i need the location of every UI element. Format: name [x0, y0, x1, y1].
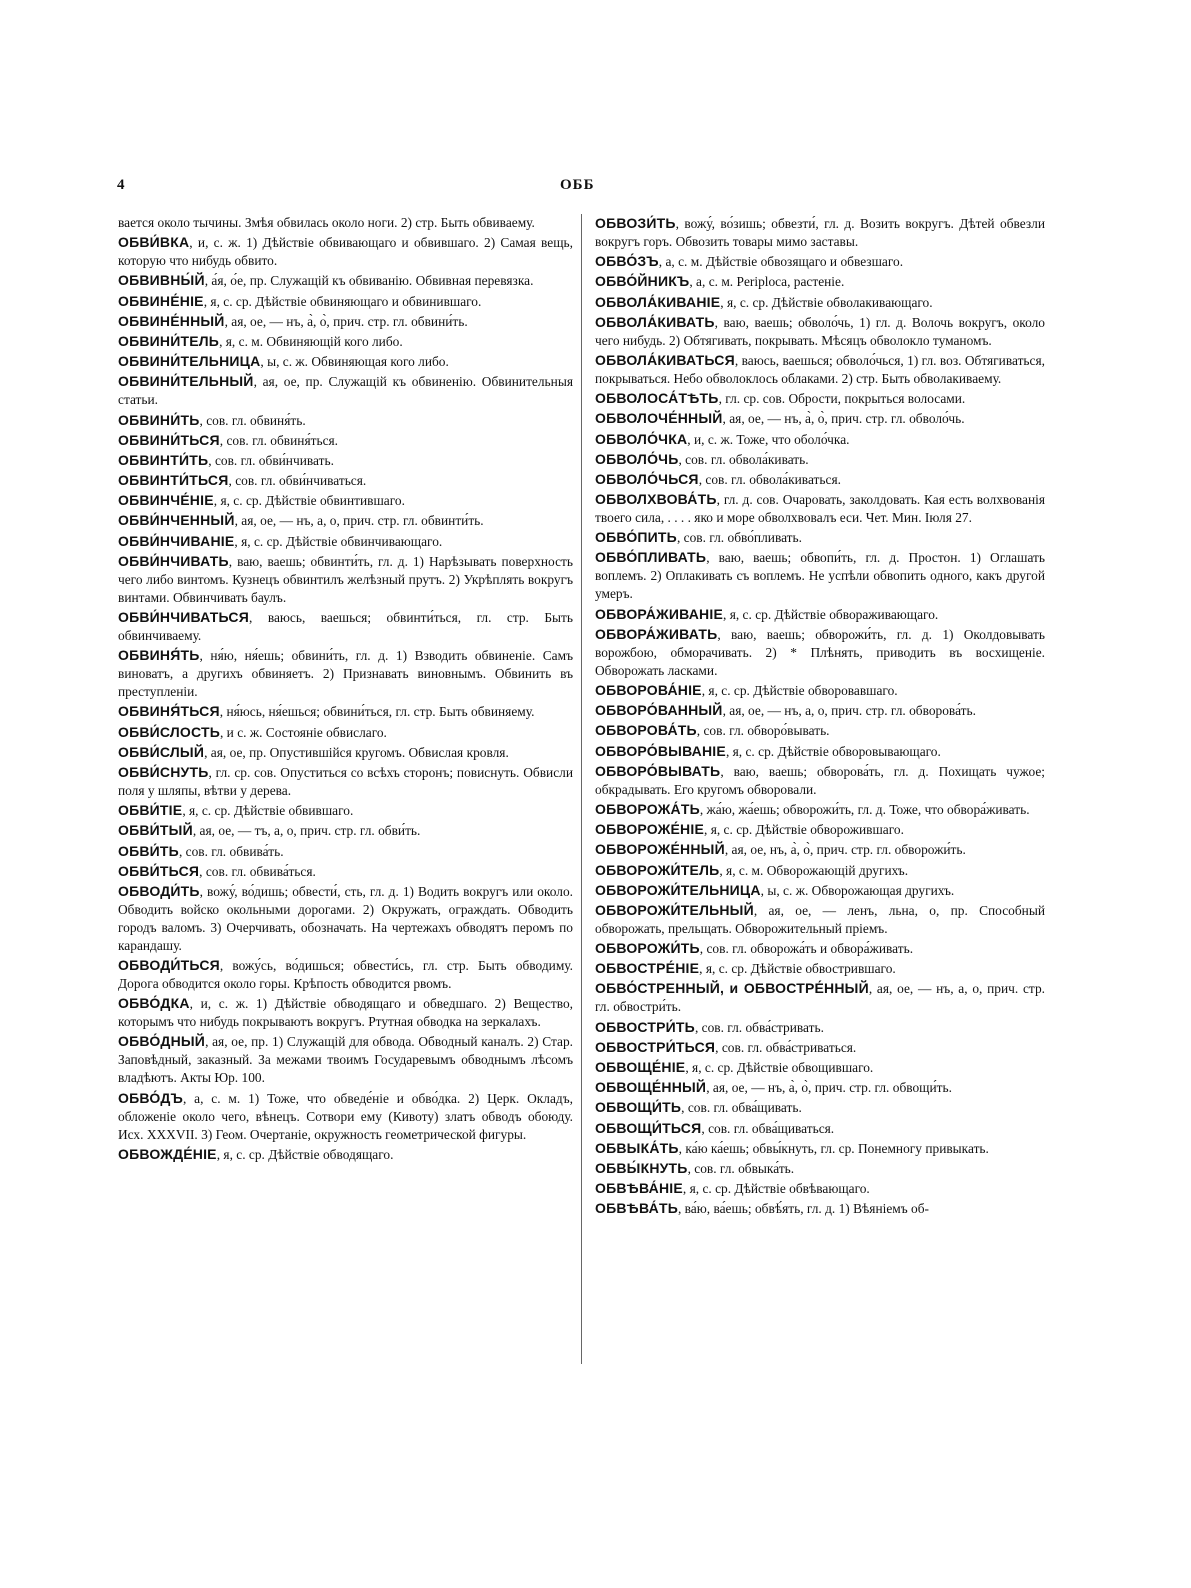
- entry-definition: , гл. д. сов. Очаровать, заколдовать. Кая есть волхвованія твоего сила, . . . . яко и море обволхвовалъ еси. Чет. Мин. Іюля 27.: [595, 492, 1045, 526]
- right-column: [595, 214, 1045, 1220]
- dictionary-entry: [595, 1119, 1045, 1138]
- entry-definition: , гл. ср. сов. Обрости, покрыться волосами.: [718, 391, 966, 407]
- entry-headword: ОБВОЛОСА́ТѢТЬ: [595, 390, 719, 407]
- entry-definition: , я, с. ср. Дѣйствіе обворожившаго.: [704, 822, 904, 838]
- entry-definition: , ая, ое, — нъ, а, о, прич. стр. гл. обвостри́ть.: [595, 981, 1045, 1015]
- entry-headword: ОБВОРОЖИ́ТЕЛЬ: [595, 861, 720, 878]
- entry-definition: , ая, ое, пр. Служащій къ обвиненію. Обвинительныя статьи.: [118, 374, 573, 408]
- entry-headword: ОБВИНИ́ТЕЛЬ: [118, 332, 220, 349]
- dictionary-entry: [595, 1199, 1045, 1218]
- entry-definition: , ня́юсь, ня́ешься; обвини́ться, гл. стр. Быть обвиняему.: [219, 704, 535, 720]
- entry-headword: ОБВОРОВА́НІЕ: [595, 682, 702, 698]
- entry-definition: , я, с. ср. Дѣйствіе обвострившаго.: [699, 961, 896, 977]
- left-column: [118, 214, 573, 1165]
- dictionary-entry: [595, 625, 1045, 680]
- entry-definition: , сов. гл. обва́щивать.: [681, 1100, 802, 1116]
- entry-headword: ОБВИ́СЛЫЙ: [118, 743, 205, 760]
- entry-headword: ОБВИ́НЧИВАТЬСЯ: [118, 609, 249, 625]
- page-number: 4: [117, 177, 125, 193]
- column-divider: [581, 214, 582, 1364]
- dictionary-entry: [595, 681, 1045, 700]
- dictionary-entry: [595, 470, 1045, 489]
- entry-headword: ОБВИ́НЧИВАНІЕ: [118, 532, 235, 549]
- dictionary-entry: [595, 1159, 1045, 1178]
- entry-definition: , ая, ое, — ленъ, льна, о, пр. Способный обворожать, прельщать. Обворожительный пріемъ.: [595, 902, 1045, 936]
- dictionary-entry: [595, 351, 1045, 388]
- dictionary-entry: [118, 511, 573, 530]
- dictionary-entry: [595, 800, 1045, 819]
- dictionary-entry: [118, 271, 573, 290]
- entry-headword: ОБВО́ЗЪ: [595, 253, 659, 270]
- dictionary-entry: [118, 312, 573, 331]
- entry-headword: ОБВИ́НЧЕННЫЙ: [118, 512, 235, 529]
- dictionary-entry: [595, 389, 1045, 408]
- entry-definition: , я, с. ср. Дѣйствіе обвощившаго.: [685, 1060, 874, 1075]
- entry-definition: , вожу́, во́дишь; обвести́, сть, гл. д. 1) Водить вокругъ или около. Обводить войско окольными дорогами. 2) Окружать, ограждать. Обводить городъ валомъ. 3) Очерчивать, обозначать. На чертежахъ обводятъ перомъ по карандашу.: [118, 883, 573, 953]
- entry-definition: , ня́ю, ня́ешь; обвини́ть, гл. д. 1) Взводить обвиненіе. Самъ виноватъ, а другихъ обвиняетъ. 2) Признавать виновнымъ. Обвинить въ преступленіи.: [118, 648, 573, 700]
- entry-headword: ОБВОЛХВОВА́ТЬ: [595, 491, 717, 508]
- entry-headword: ОБВИ́ТІЕ: [118, 802, 183, 819]
- dictionary-entry: [595, 840, 1045, 859]
- dictionary-entry: [595, 939, 1045, 958]
- entry-definition: , ка́ю ка́ешь; обвы́кнуть, гл. ср. Понемногу привыкать.: [678, 1140, 989, 1156]
- dictionary-entry: [118, 882, 573, 955]
- entry-headword: ОБВОРО́ВЫВАТЬ: [595, 762, 721, 779]
- entry-definition: , я, с. ср. Дѣйствіе обволакивающаго.: [720, 294, 933, 310]
- dictionary-entry: [118, 763, 573, 800]
- dictionary-entry: [595, 901, 1045, 938]
- entry-definition: , а, с. м. Дѣйствіе обвозящаго и обвезшаго.: [658, 254, 904, 270]
- dictionary-entry: [118, 801, 573, 820]
- dictionary-entry: [595, 313, 1045, 350]
- dictionary-entry: [595, 820, 1045, 839]
- dictionary-entry: [595, 450, 1045, 469]
- entry-definition: , ы, с. ж. Обворожающая другихъ.: [760, 882, 955, 898]
- entry-headword: ОБВОЩЕ́ННЫЙ: [595, 1079, 707, 1096]
- dictionary-entry: [118, 491, 573, 510]
- dictionary-entry: [118, 862, 573, 881]
- entry-headword: ОБВОЛА́КИВАТЬ: [595, 313, 715, 330]
- dictionary-entry: [118, 821, 573, 840]
- entry-headword: ОБВОРОЖИ́ТЕЛЬНИЦА: [595, 881, 761, 898]
- entry-definition: , я, с. ср. Дѣйствіе обвиняющаго и обвинившаго.: [203, 293, 482, 309]
- entry-definition: , сов. гл. обва́стривать.: [694, 1019, 824, 1035]
- entry-headword: ОБВИНЕ́ННЫЙ: [118, 312, 225, 329]
- entry-definition: вается около тычины. Змѣя обвилась около ноги. 2) стр. Быть обвиваему.: [118, 215, 535, 230]
- dictionary-entry: [118, 608, 573, 645]
- dictionary-entry: [118, 723, 573, 742]
- dictionary-entry: [595, 490, 1045, 527]
- dictionary-entry: [118, 646, 573, 701]
- entry-definition: , ваю, ваешь; обвинти́ть, гл. д. 1) Нарѣзывать поверхность чего либо винтомъ. Кузнецъ обвинтилъ желѣзный прутъ. 2) Укрѣплять вокругъ винтами. Обвинчивать баулъ.: [118, 553, 573, 605]
- entry-definition: , я, с. м. Обвиняющій кого либо.: [219, 333, 403, 349]
- entry-headword: ОБВИНИ́ТЕЛЬНЫЙ: [118, 373, 254, 390]
- dictionary-entry: [595, 1139, 1045, 1158]
- entry-headword: ОБВИ́СЛОСТЬ: [118, 723, 220, 740]
- entry-definition: , а́я, о́е, пр. Служащій къ обвиванію. Обвивная перевязка.: [204, 273, 534, 289]
- entry-headword: ОБВОРОЖА́ТЬ: [595, 800, 700, 817]
- entry-headword: ОБВОСТРИ́ТЬСЯ: [595, 1038, 716, 1055]
- entry-definition: , ы, с. ж. Обвиняющая кого либо.: [260, 354, 449, 370]
- entry-headword: ОБВО́ПЛИВАТЬ: [595, 549, 707, 566]
- entry-definition: , ва́ю, ва́ешь; обвѣ́ять, гл. д. 1) Вѣяніемъ об-: [677, 1201, 929, 1217]
- entry-headword: ОБВОСТРЕ́НІЕ: [595, 960, 700, 977]
- entry-definition: , я, с. м. Обворожающій другихъ.: [719, 862, 909, 878]
- entry-definition: , ая, ое, — нъ, а, о, прич. стр. гл. обворова́ть.: [722, 703, 976, 719]
- entry-definition: , я, с. ср. Дѣйствіе обвѣвающаго.: [682, 1181, 870, 1197]
- dictionary-entry: [595, 742, 1045, 761]
- running-head: ОББ: [560, 177, 595, 193]
- entry-definition: , вожу́сь, во́дишься; обвести́сь, гл. стр. Быть обводиму. Дорога обводится около горы. Крѣпость обводится рвомъ.: [118, 958, 573, 992]
- entry-definition: , сов. гл. обвива́ться.: [199, 863, 316, 879]
- dictionary-entry: [595, 528, 1045, 547]
- entry-definition: , гл. ср. сов. Опуститься со всѣхъ сторонъ; повиснуть. Обвисли поля у шляпы, вѣтви у дерева.: [118, 764, 573, 798]
- dictionary-entry: [118, 292, 573, 311]
- entry-definition: , я, с. ср. Дѣйствіе обворовывающаго.: [725, 743, 941, 759]
- entry-headword: ОБВОДИ́ТЬСЯ: [118, 957, 220, 974]
- entry-headword: ОБВОЩЕ́НІЕ: [595, 1059, 686, 1075]
- dictionary-entry: [595, 293, 1045, 312]
- entry-definition: , и, с. ж. 1) Дѣйствіе обвивающаго и обвившаго. 2) Самая вещь, которую что нибудь обвито.: [118, 235, 573, 269]
- entry-headword: ОБВИВНЫ́Й: [118, 272, 205, 289]
- entry-headword: ОБВОЛА́КИВАТЬСЯ: [595, 351, 735, 368]
- entry-definition: , я, с. ср. Дѣйствіе обвинтившаго.: [213, 493, 405, 509]
- entry-headword: ОБВОЛО́ЧЬСЯ: [595, 470, 699, 487]
- entry-headword: ОБВОЛОЧЕ́ННЫЙ: [595, 410, 723, 427]
- entry-definition: , ая, ое, нъ, а̀, о̀, прич. стр. гл. обворожи́ть.: [724, 842, 966, 858]
- entry-headword: ОБВОРА́ЖИВАТЬ: [595, 625, 718, 642]
- entry-headword: ОБВИНЯ́ТЬСЯ: [118, 703, 220, 720]
- dictionary-entry: [595, 252, 1045, 271]
- entry-definition: , ая, ое, пр. 1) Служащій для обвода. Обводный каналъ. 2) Стар. Заповѣдный, заказный. За межами твоимъ Государевымъ обводнымъ лѣсомъ владѣютъ. Акты Юр. 100.: [118, 1034, 573, 1086]
- dictionary-entry: [118, 552, 573, 607]
- dictionary-entry: [595, 861, 1045, 880]
- entry-headword: ОБВИНЯ́ТЬ: [118, 647, 200, 664]
- entry-headword: ОБВОРО́ВЫВАНІЕ: [595, 742, 726, 759]
- entry-definition: , я, с. ср. Дѣйствіе обводящаго.: [216, 1146, 394, 1162]
- entry-definition: , ая, ое, — нъ, а̀, о̀, прич. стр. гл. обволо́чь.: [722, 411, 965, 427]
- entry-definition: , я, с. ср. Дѣйствіе обворовавшаго.: [701, 683, 898, 698]
- dictionary-entry: [595, 1098, 1045, 1117]
- dictionary-entry: [595, 881, 1045, 900]
- dictionary-entry: [118, 842, 573, 861]
- dictionary-entry: [595, 1179, 1045, 1198]
- dictionary-entry: [595, 721, 1045, 740]
- entry-definition: , я, с. ср. Дѣйствіе обвораживающаго.: [723, 606, 939, 622]
- entry-definition: , сов. гл. обвола́кивать.: [678, 451, 809, 467]
- entry-headword: ОБВОРОЖЕ́НІЕ: [595, 821, 704, 838]
- dictionary-entry: [118, 743, 573, 762]
- dictionary-entry: [118, 431, 573, 450]
- dictionary-entry: [595, 979, 1045, 1016]
- entry-definition: , ваю, ваешь; обволо́чь, 1) гл. д. Волочь вокругъ, около чего нибудь. 2) Обтягивать, покрывать. Мѣсяцъ обволокло туманомъ.: [595, 314, 1045, 348]
- entry-headword: ОБВОЛА́КИВАНІЕ: [595, 293, 721, 310]
- entry-headword: ОБВИ́ТЬСЯ: [118, 862, 200, 879]
- entry-definition: , сов. гл. обви́нчиваться.: [228, 473, 367, 489]
- entry-headword: ОБВѢВА́ТЬ: [595, 1200, 678, 1217]
- entry-definition: , сов. гл. обви́нчивать.: [208, 452, 334, 468]
- entry-definition: , я, с. ср. Дѣйствіе обвинчивающаго.: [234, 533, 443, 549]
- entry-headword: ОБВОРА́ЖИВАНІЕ: [595, 605, 723, 622]
- entry-headword: ОБВЫКА́ТЬ: [595, 1139, 679, 1156]
- entry-headword: ОБВО́ДКА: [118, 995, 190, 1012]
- entry-headword: ОБВО́ЙНИКЪ: [595, 273, 690, 290]
- entry-headword: ОБВОЖДЕ́НІЕ: [118, 1145, 217, 1162]
- entry-definition: , ваю, ваешь; обворова́ть, гл. д. Похищать чужое; обкрадывать. Его кругомъ обворовали.: [595, 763, 1045, 797]
- dictionary-entry: [118, 332, 573, 351]
- entry-definition: , ваю, ваешь; обвопи́ть, гл. д. Простон. 1) Оглашать воплемъ. 2) Оплакивать съ воплемъ. Не успѣли обвопить одного, какъ другой умеръ.: [595, 550, 1045, 602]
- dictionary-entry: [595, 1078, 1045, 1097]
- dictionary-entry: [595, 1038, 1045, 1057]
- entry-definition: , сов. гл. обвива́ть.: [178, 843, 284, 859]
- dictionary-entry: [118, 372, 573, 409]
- dictionary-entry: [118, 411, 573, 430]
- entry-definition: , сов. гл. обвола́киваться.: [698, 471, 841, 487]
- dictionary-entry: [595, 959, 1045, 978]
- dictionary-entry: [118, 451, 573, 470]
- entry-definition: , ая, ое, — нъ, а, о, прич. стр. гл. обвинти́ть.: [234, 513, 484, 529]
- entry-definition: , сов. гл. обвиня́ться.: [219, 432, 339, 448]
- entry-headword: ОБВО́ДЪ: [118, 1089, 183, 1106]
- entry-definition: , ваюсь, ваешься; обволо́чься, 1) гл. воз. Обтягиваться, покрываться. Небо обволоклось облаками. 2) стр. Быть обволакиваему.: [595, 352, 1045, 386]
- dictionary-entry: [118, 1032, 573, 1087]
- dictionary-entry: [595, 605, 1045, 624]
- entry-definition: , ваю, ваешь; обворожи́ть, гл. д. 1) Околдовывать ворожбою, обморачивать. 2) * Плѣнять, приводить въ восхищеніе. Обворожать ласками.: [595, 626, 1045, 678]
- dictionary-entry: [595, 1018, 1045, 1037]
- entry-headword: ОБВИНИ́ТЬСЯ: [118, 431, 220, 448]
- dictionary-entry: [595, 1058, 1045, 1077]
- dictionary-entry: [595, 762, 1045, 799]
- entry-headword: ОБВИНТИ́ТЬСЯ: [118, 472, 229, 489]
- entry-headword: ОБВИ́ВКА: [118, 234, 190, 251]
- dictionary-entry: [595, 548, 1045, 603]
- entry-definition: , вожу́, во́зишь; обвезти́, гл. д. Возить вокругъ. Дѣтей обвезли вокругъ горъ. Обвозить товары мимо заставы.: [595, 216, 1045, 249]
- entry-definition: , сов. гл. обва́стриваться.: [715, 1039, 857, 1055]
- dictionary-entry: [118, 352, 573, 371]
- entry-headword: ОБВИ́НЧИВАТЬ: [118, 552, 229, 569]
- dictionary-entry: [595, 701, 1045, 720]
- entry-definition: , я, с. ср. Дѣйствіе обвившаго.: [182, 803, 354, 819]
- entry-headword: ОБВИНЧЕ́НІЕ: [118, 492, 214, 509]
- entry-headword: ОБВО́ПИТЬ: [595, 529, 677, 546]
- entry-headword: ОБВОРОЖЕ́ННЫЙ: [595, 841, 725, 858]
- dictionary-entry: [118, 956, 573, 993]
- dictionary-entry: [118, 994, 573, 1031]
- entry-headword: ОБВѢВА́НІЕ: [595, 1180, 683, 1197]
- entry-definition: , ая, ое, — нъ, а̀, о̀, прич. стр. гл. обвощи́ть.: [706, 1080, 952, 1096]
- entry-definition: , сов. гл. обво́пливать.: [676, 530, 802, 546]
- entry-headword: ОБВИНЕ́НІЕ: [118, 292, 204, 309]
- entry-headword: ОБВОРОЖИ́ТЕЛЬНЫЙ: [595, 901, 754, 918]
- entry-definition: , и с. ж. Состояніе обвислаго.: [219, 724, 387, 740]
- entry-definition: , и, с. ж. Тоже, что оболо́чка.: [687, 431, 850, 447]
- entry-headword: ОБВИ́СНУТЬ: [118, 763, 209, 780]
- entry-definition: , а, с. м. Periploca, растеніе.: [689, 274, 845, 290]
- dictionary-entry: [595, 272, 1045, 291]
- entry-headword: ОБВОЗИ́ТЬ: [595, 215, 676, 231]
- entry-definition: , сов. гл. обвиня́ть.: [199, 412, 306, 428]
- entry-headword: ОБВОЛО́ЧЬ: [595, 450, 679, 467]
- entry-headword: ОБВОСТРИ́ТЬ: [595, 1018, 695, 1035]
- entry-headword: ОБВИНИ́ТЕЛЬНИЦА: [118, 353, 261, 370]
- entry-definition: , ваюсь, ваешься; обвинти́ться, гл. стр. Быть обвинчиваему.: [118, 610, 573, 643]
- dictionary-entry: [118, 214, 573, 232]
- entry-definition: , сов. гл. обвыка́ть.: [687, 1160, 795, 1176]
- entry-headword: ОБВОЛО́ЧКА: [595, 430, 688, 447]
- entry-headword: ОБВОРО́ВАННЫЙ: [595, 702, 723, 719]
- entry-headword: ОБВО́СТРЕННЫЙ, и ОБВОСТРЕ́ННЫЙ: [595, 980, 869, 997]
- dictionary-entry: [595, 409, 1045, 428]
- entry-definition: , ая, ое, — тъ, а, о, прич. стр. гл. обви́ть.: [192, 823, 421, 839]
- entry-definition: , сов. гл. обва́щиваться.: [701, 1120, 835, 1136]
- entry-headword: ОБВИ́ТЫЙ: [118, 822, 193, 839]
- entry-headword: ОБВОРОВА́ТЬ: [595, 722, 697, 739]
- entry-definition: , сов. гл. обворожа́ть и обвора́живать.: [699, 941, 914, 957]
- entry-headword: ОБВЫ́КНУТЬ: [595, 1159, 688, 1176]
- dictionary-entry: [595, 430, 1045, 449]
- entry-definition: , жа́ю, жа́ешь; обворожи́ть, гл. д. Тоже, что обвора́живать.: [699, 801, 1030, 817]
- dictionary-entry: [595, 214, 1045, 251]
- entry-definition: , а, с. м. 1) Тоже, что обведе́ніе и обво́дка. 2) Церк. Окладъ, обложеніе около чего, вѣнецъ. Сотвори ему (Кивоту) златъ обводъ обоюду. Исх. XXXVII. 3) Геом. Очертаніе, окружность геометрической фигуры.: [118, 1090, 573, 1142]
- dictionary-entry: [118, 1089, 573, 1144]
- dictionary-entry: [118, 471, 573, 490]
- entry-headword: ОБВИНИ́ТЬ: [118, 411, 200, 428]
- entry-headword: ОБВОДИ́ТЬ: [118, 882, 200, 899]
- entry-definition: , сов. гл. обворо́вывать.: [696, 723, 830, 739]
- entry-headword: ОБВОЩИ́ТЬСЯ: [595, 1119, 702, 1136]
- entry-definition: , ая, ое, — нъ, а̀, о̀, прич. стр. гл. обвини́ть.: [224, 313, 468, 329]
- entry-headword: ОБВОРОЖИ́ТЬ: [595, 940, 700, 957]
- dictionary-entry: [118, 702, 573, 721]
- entry-headword: ОБВИНТИ́ТЬ: [118, 451, 209, 468]
- dictionary-entry: [118, 233, 573, 270]
- entry-definition: , и, с. ж. 1) Дѣйствіе обводящаго и обведшаго. 2) Вещество, которымъ что нибудь покрываютъ вокругъ. Ртутная обводка на зеркалахъ.: [118, 996, 573, 1030]
- dictionary-entry: [118, 532, 573, 551]
- entry-headword: ОБВО́ДНЫЙ: [118, 1033, 206, 1050]
- entry-headword: ОБВОЩИ́ТЬ: [595, 1099, 682, 1116]
- dictionary-entry: [118, 1145, 573, 1164]
- entry-definition: , ая, ое, пр. Опустившійся кругомъ. Обвислая кровля.: [204, 744, 509, 760]
- entry-headword: ОБВИ́ТЬ: [118, 842, 179, 859]
